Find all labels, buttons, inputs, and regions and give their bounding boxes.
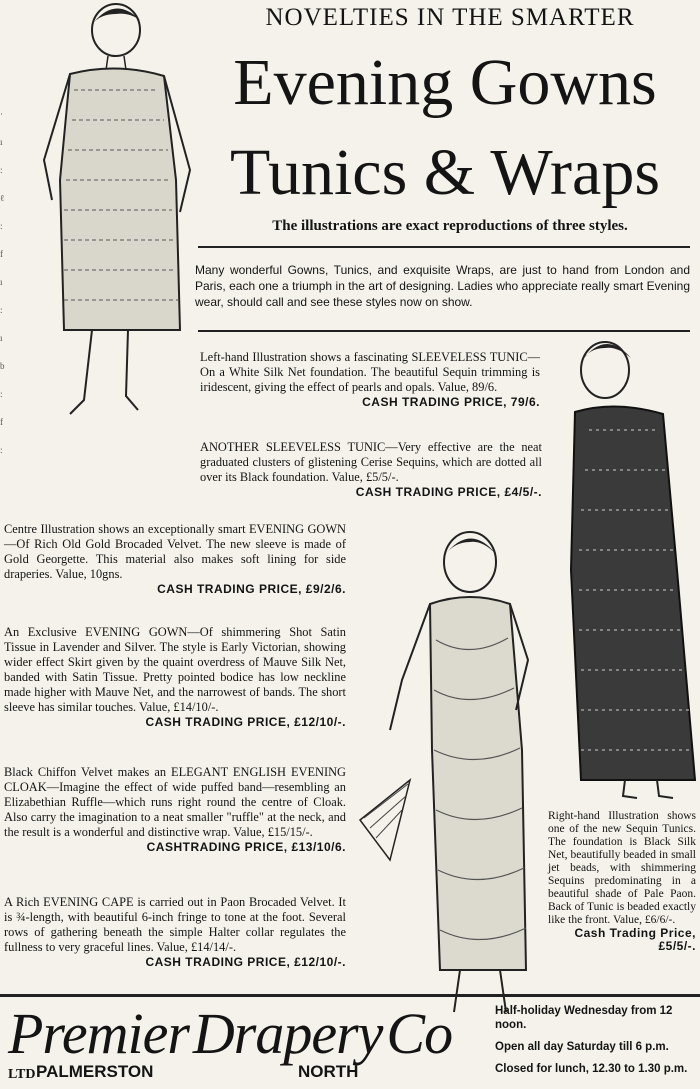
logo-co: Co bbox=[386, 1001, 453, 1066]
store-logo bbox=[8, 1000, 478, 1084]
item-text: Right-hand Illustration shows one of the new Sequin Tunics. The foundation is Black Silk Net, beautifully beaded in small jet beads, with shimmering Sequins predominating in a beautiful shade of Pale Paon. Back of Tunic is beaded exactly like the front. Value, £6/6/-. bbox=[548, 810, 696, 926]
item-text: A Rich EVENING CAPE is carried out in Paon Brocaded Velvet. It is ¾-length, with beautiful 6-inch fringe to tone at the foot. Several rows of gathering beneath the simple Halter collar regulates the fullness to very graceful lines. Value, £14/14/-. bbox=[4, 895, 346, 954]
item-price: CASH TRADING PRICE, £12/10/-. bbox=[145, 955, 346, 969]
town-north: NORTH bbox=[298, 1062, 359, 1081]
logo-drapery: Drapery bbox=[192, 1001, 383, 1066]
item-text: Centre Illustration shows an exceptionally smart EVENING GOWN—Of Rich Old Gold Brocaded Velvet. The new sleeve is made of Gold Georgette. This material also makes soft lining for side draperies. Value, 10gns. bbox=[4, 522, 346, 581]
item-left-tunic bbox=[200, 350, 540, 410]
headline-tunics-wraps: Tunics & Wraps bbox=[229, 136, 661, 209]
footer-rule bbox=[0, 994, 700, 997]
intro-paragraph: Many wonderful Gowns, Tunics, and exquisite Wraps, are just to hand from London and Paris, each one a triumph in the art of designing. Ladies who appreciate really smart Evening wear, should call and see these styles now on show. bbox=[195, 263, 690, 309]
rule bbox=[198, 246, 690, 248]
kicker: NOVELTIES IN THE SMARTER bbox=[265, 4, 635, 31]
margin-fragment: · ı : ℓ : f ı : ı b : f : bbox=[0, 109, 5, 455]
item-price: CASH TRADING PRICE, 79/6. bbox=[362, 395, 540, 409]
town-palmerston: PALMERSTON bbox=[36, 1062, 154, 1081]
item-evening-cape bbox=[4, 895, 346, 970]
item-price: Cash Trading Price, £5/5/-. bbox=[574, 926, 696, 953]
hours-saturday: Open all day Saturday till 6 p.m. bbox=[495, 1041, 669, 1053]
item-price: CASH TRADING PRICE, £4/5/-. bbox=[355, 485, 542, 499]
item-text: Black Chiffon Velvet makes an ELEGANT ENGLISH EVENING CLOAK—Imagine the effect of wide puffed band—resembling an Elizabethian Ruffle—which runs right round the centre of Cloak. Also carry the imagination to a neat smaller "ruffle" at the neck, and the result is a wonderful and distinctive wrap. Value, £15/15/-. bbox=[4, 765, 346, 839]
item-right-tunic bbox=[548, 810, 696, 953]
item-evening-cloak bbox=[4, 765, 346, 855]
hours-lunch: Closed for lunch, 12.30 to 1.30 p.m. bbox=[495, 1063, 688, 1075]
item-centre-gown bbox=[4, 522, 346, 597]
centre-gown-illustration bbox=[350, 520, 550, 1020]
hours-wednesday: Half-holiday Wednesday from 12 noon. bbox=[495, 1005, 673, 1031]
item-text: Left-hand Illustration shows a fascinating SLEEVELESS TUNIC—On a White Silk Net foundation. The beautiful Sequin trimming is iridescent, giving the effect of pearls and opals. Value, 89/6. bbox=[200, 350, 540, 394]
item-text: ANOTHER SLEEVELESS TUNIC—Very effective are the neat graduated clusters of glistening Cerise Sequins, which are dotted all over its Black foundation. Value, £5/5/-. bbox=[200, 440, 542, 484]
item-price: CASH TRADING PRICE, £12/10/-. bbox=[145, 715, 346, 729]
left-gown-illustration bbox=[8, 0, 208, 430]
logo-premier: Premier bbox=[8, 1001, 189, 1066]
right-tunic-illustration bbox=[545, 320, 700, 800]
item-sleeveless-tunic bbox=[200, 440, 542, 500]
subtitle: The illustrations are exact reproductions of three styles. bbox=[272, 218, 628, 234]
item-exclusive-gown bbox=[4, 625, 346, 730]
item-price: CASHTRADING PRICE, £13/10/6. bbox=[146, 840, 346, 854]
item-price: CASH TRADING PRICE, £9/2/6. bbox=[157, 582, 346, 596]
store-hours bbox=[495, 1004, 695, 1084]
item-text: An Exclusive EVENING GOWN—Of shimmering Shot Satin Tissue in Lavender and Silver. The style is Early Victorian, showing wider effect Skirt given by the quaint overdress of Mauve Silk Net, banded with Satin Tissue. Pretty pointed bodice has low neckline made higher with Mauve Net, and the narrowest of bands. The short sleeve has similar touches. Value, £14/10/-. bbox=[4, 625, 346, 714]
logo-ltd: LTD bbox=[8, 1067, 36, 1082]
headline-evening-gowns: Evening Gowns bbox=[233, 46, 657, 119]
